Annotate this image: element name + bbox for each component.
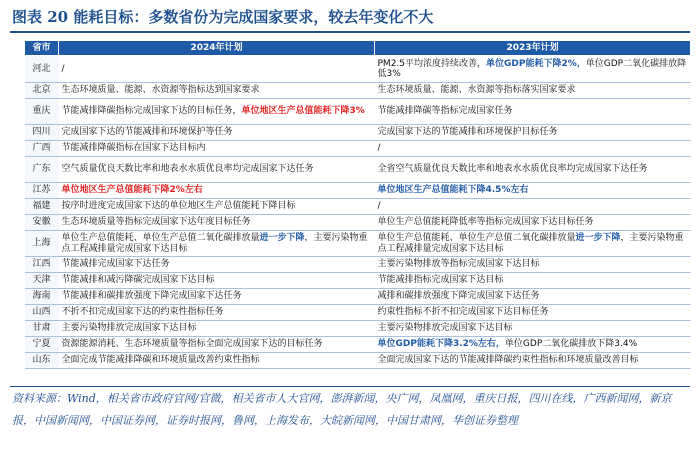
plan-text: 减排和碳排放强度下降完成国家下达任务: [377, 291, 540, 302]
province-cell: 广东: [25, 157, 59, 183]
plan-2023-cell: [375, 231, 691, 257]
province-cell: 甘肃: [25, 321, 59, 337]
plan-text: 全省空气质量优良天数比率和地表水水质优良率均完成国家下达任务: [377, 164, 648, 175]
plan-2024-cell: [59, 289, 375, 305]
plan-2023-cell: [375, 337, 691, 353]
table-row: [25, 231, 691, 257]
plan-text: 节能减排降碳指标在国家下达目标内: [61, 143, 206, 154]
plan-2024-cell: [59, 353, 375, 369]
province-cell: 山东: [25, 353, 59, 369]
province-cell: 江苏: [25, 183, 59, 199]
plan-2023-cell: [375, 215, 691, 231]
highlighted-target-text: 单位地区生产总值能耗下降4.5%左右: [377, 185, 529, 196]
plan-2024-cell: [59, 56, 375, 83]
plan-text: 节能减排降碳等指标完成国家任务: [377, 106, 513, 117]
plan-2023-cell: [375, 99, 691, 125]
plan-text: ，主要污染物重点工程减排量完成国家下达目标: [377, 233, 684, 254]
plan-text: 主要污染物排放完成国家下达目标: [61, 323, 197, 334]
province-cell: 安徽: [25, 215, 59, 231]
plan-text: 单位生产总值能耗降低率等指标完成国家下达目标任务: [377, 217, 594, 228]
table-row: [25, 83, 691, 99]
plan-2024-cell: [59, 321, 375, 337]
table-row: [25, 337, 691, 353]
table-row: [25, 199, 691, 215]
table-row: [25, 183, 691, 199]
plan-2024-cell: [59, 141, 375, 157]
province-cell: 北京: [25, 83, 59, 99]
plan-2023-cell: [375, 56, 691, 83]
highlighted-target-text: 进一步下降: [575, 233, 621, 243]
highlighted-target-text: 单位地区生产总值能耗下降2%左右: [61, 185, 203, 196]
figure-title: 图表 20 能耗目标：多数省份为完成国家要求，较去年变化不大: [12, 8, 434, 26]
plan-text: PM2.5平均浓度持续改善，: [377, 58, 487, 69]
plan-text: /: [377, 201, 381, 212]
table-row: [25, 305, 691, 321]
plan-text: 资源能源消耗、生态环境质量等指标全面完成国家下达的目标任务: [61, 339, 323, 350]
plan-text: 空气质量优良天数比率和地表水水质优良率均完成国家下达任务: [61, 164, 314, 175]
plan-2024-cell: [59, 125, 375, 141]
plan-text: 单位生产总值能耗、单位生产总值二氧化碳排放量: [377, 233, 576, 243]
plan-2023-cell: [375, 125, 691, 141]
plan-text: ，主要污染物重点工程减排量完成国家下达目标: [61, 233, 368, 254]
province-cell: 山西: [25, 305, 59, 321]
plan-text: 完成国家下达的节能减排和环境保护目标任务: [377, 127, 558, 138]
plan-text: 全面完成国家下达的节能减排降碳约束性指标和环境质量改善目标: [377, 355, 639, 366]
province-cell: 广西: [25, 141, 59, 157]
title-divider: [10, 31, 690, 33]
plan-text: 单位GDP二氧化碳排放降低3%: [377, 58, 687, 79]
plan-2024-cell: [59, 157, 375, 183]
table-header-row: [25, 41, 691, 56]
plan-2024-cell: [59, 83, 375, 99]
plan-2023-cell: [375, 199, 691, 215]
highlighted-target-text: 单位GDP能耗下降2%，: [486, 58, 586, 69]
plan-text: 主要污染物排放等指标完成国家下达目标: [377, 259, 540, 270]
plan-text: 生态环境质量、能源、水资源等指标达到国家要求: [61, 85, 260, 96]
plan-text: 节能减排和碳排放强度下降完成国家下达任务: [61, 291, 242, 302]
plan-text: 完成国家下达的节能减排和环境保护等任务: [61, 127, 233, 138]
plan-2023-cell: [375, 157, 691, 183]
plan-2024-cell: [59, 305, 375, 321]
table-row: [25, 257, 691, 273]
header-province: 省市: [25, 41, 59, 56]
province-cell: 江西: [25, 257, 59, 273]
plan-text: 生态环境质量等指标完成国家下达年度目标任务: [61, 217, 251, 228]
plan-text: /: [61, 63, 65, 74]
figure-header: [0, 0, 700, 36]
plan-text: 主要污染物排放完成国家下达目标: [377, 323, 513, 334]
plan-2024-cell: [59, 215, 375, 231]
plan-2023-cell: [375, 83, 691, 99]
plan-text: 不折不扣完成国家下达的约束性指标任务: [61, 307, 224, 318]
plan-text: 节能减排和减污降碳完成国家下达目标: [61, 275, 215, 286]
plan-2024-cell: [59, 273, 375, 289]
source-note: 资料来源：Wind，相关省市政府官网/官微，相关省市人大官网，澎湃新闻，央广网，凤凰网，重庆日报，四川在线，广西新闻网，新京报，中国新闻网，中国证券网，证券时报网，鲁网，上海发布，大皖新闻网，中国甘肃网，华创证券整理: [12, 392, 672, 427]
province-cell: 重庆: [25, 99, 59, 125]
table-row: [25, 125, 691, 141]
energy-target-table: [24, 40, 691, 369]
plan-2023-cell: [375, 305, 691, 321]
province-cell: 福建: [25, 199, 59, 215]
table-row: [25, 273, 691, 289]
plan-text: 单位GDP二氧化碳排放下降3.4%: [504, 339, 638, 350]
plan-text: 节能减排降碳指标完成国家下达的目标任务，: [61, 106, 242, 117]
plan-text: 节能减排完成国家下达任务: [61, 259, 170, 270]
province-cell: 海南: [25, 289, 59, 305]
source-divider: [10, 386, 690, 387]
table-row: [25, 321, 691, 337]
table-row: [25, 99, 691, 125]
table-row: [25, 353, 691, 369]
plan-text: 按序时进度完成国家下达的单位地区生产总值能耗下降目标: [61, 201, 296, 212]
plan-2023-cell: [375, 273, 691, 289]
plan-2024-cell: [59, 337, 375, 353]
plan-text: /: [377, 143, 381, 154]
plan-2024-cell: [59, 183, 375, 199]
header-2024-plan: 2024年计划: [59, 41, 375, 56]
highlighted-target-text: 进一步下降: [259, 233, 305, 243]
plan-text: 节能减排指标完成国家下达目标: [377, 275, 504, 286]
plan-2023-cell: [375, 353, 691, 369]
plan-2024-cell: [59, 257, 375, 273]
table-row: [25, 215, 691, 231]
table-row: [25, 141, 691, 157]
header-2023-plan: 2023年计划: [375, 41, 691, 56]
province-cell: 天津: [25, 273, 59, 289]
plan-2023-cell: [375, 289, 691, 305]
table-row: [25, 157, 691, 183]
plan-2023-cell: [375, 257, 691, 273]
plan-2024-cell: [59, 99, 375, 125]
plan-text: 生态环境质量、能源、水资源等指标落实国家要求: [377, 85, 576, 96]
highlighted-target-text: 单位地区生产总值能耗下降3%: [241, 106, 365, 117]
plan-2024-cell: [59, 199, 375, 215]
province-cell: 河北: [25, 56, 59, 83]
province-cell: 四川: [25, 125, 59, 141]
plan-2023-cell: [375, 183, 691, 199]
province-cell: 上海: [25, 231, 59, 257]
plan-text: 全面完成节能减排降碳和环境质量改善约束性指标: [61, 355, 260, 366]
plan-text: 单位生产总值能耗、单位生产总值二氧化碳排放量: [61, 233, 260, 243]
plan-2023-cell: [375, 141, 691, 157]
plan-text: 约束性指标不折不扣完成国家下达目标任务: [377, 307, 549, 318]
plan-2024-cell: [59, 231, 375, 257]
table-row: [25, 56, 691, 83]
plan-2023-cell: [375, 321, 691, 337]
table-row: [25, 289, 691, 305]
province-cell: 宁夏: [25, 337, 59, 353]
highlighted-target-text: 单位GDP能耗下降3.2%左右，: [377, 339, 505, 350]
